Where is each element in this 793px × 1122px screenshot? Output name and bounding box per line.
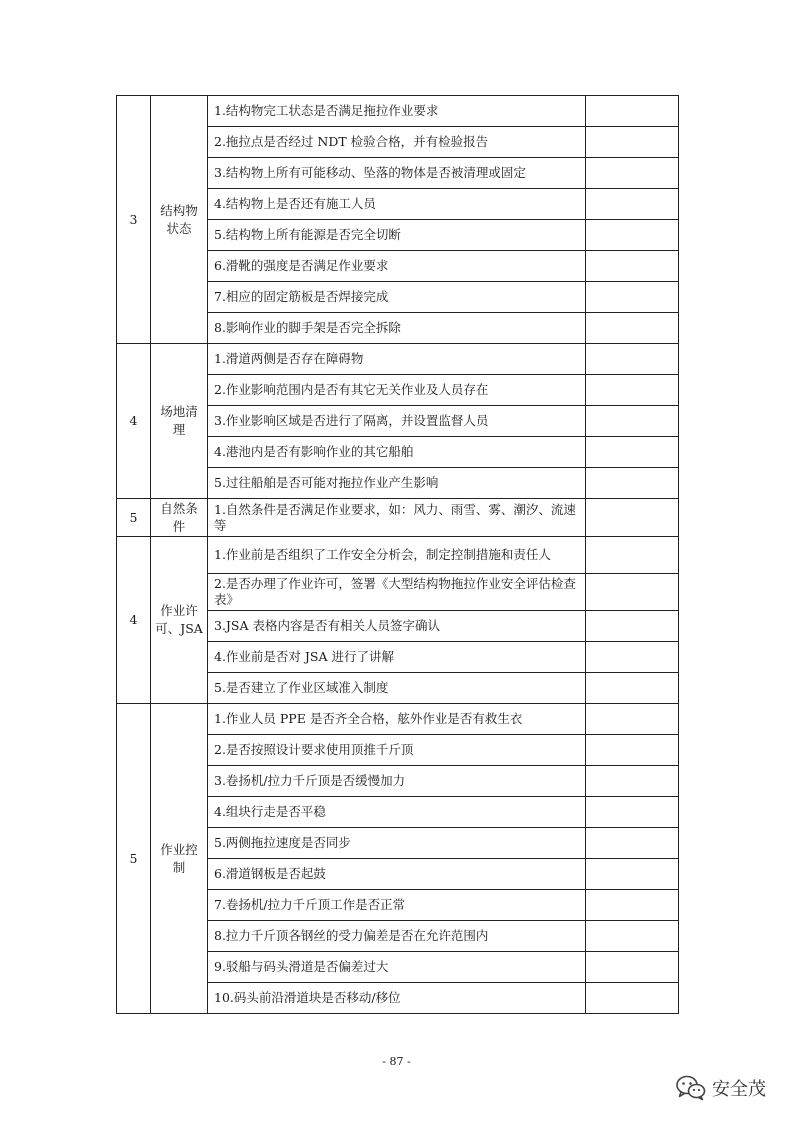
check-result-cell[interactable]: [586, 704, 679, 735]
checklist-item: 2.是否按照设计要求使用顶推千斤顶: [208, 735, 586, 766]
check-result-cell[interactable]: [586, 96, 679, 127]
check-result-cell[interactable]: [586, 189, 679, 220]
page-number: - 87 -: [382, 1055, 411, 1068]
checklist-item: 3.结构物上所有可能移动、坠落的物体是否被清理或固定: [208, 158, 586, 189]
checklist-row: [117, 499, 679, 537]
check-result-cell[interactable]: [586, 251, 679, 282]
checklist-item: 3.作业影响区域是否进行了隔离，并设置监督人员: [208, 406, 586, 437]
section-category: 场地清理: [151, 344, 208, 499]
checklist-item: 1.自然条件是否满足作业要求，如：风力、雨雪、雾、潮汐、流速等: [208, 499, 586, 537]
section-category: 结构物状态: [151, 96, 208, 344]
section-number: 4: [117, 344, 151, 499]
checklist-item: 1.滑道两侧是否存在障碍物: [208, 344, 586, 375]
section-number: 5: [117, 499, 151, 537]
check-result-cell[interactable]: [586, 127, 679, 158]
checklist-item: 2.拖拉点是否经过 NDT 检验合格，并有检验报告: [208, 127, 586, 158]
checklist-item: 5.两侧拖拉速度是否同步: [208, 828, 586, 859]
checklist-item: 1.结构物完工状态是否满足拖拉作业要求: [208, 96, 586, 127]
check-result-cell[interactable]: [586, 797, 679, 828]
checklist-item: 9.驳船与码头滑道是否偏差过大: [208, 952, 586, 983]
safety-checklist-table: [116, 95, 679, 1014]
watermark-text: 安全茂: [712, 1079, 766, 1100]
check-result-cell[interactable]: [586, 375, 679, 406]
check-result-cell[interactable]: [586, 220, 679, 251]
check-result-cell[interactable]: [586, 282, 679, 313]
check-result-cell[interactable]: [586, 574, 679, 611]
checklist-row: [117, 96, 679, 127]
check-result-cell[interactable]: [586, 766, 679, 797]
check-result-cell[interactable]: [586, 952, 679, 983]
check-result-cell[interactable]: [586, 673, 679, 704]
check-result-cell[interactable]: [586, 537, 679, 574]
checklist-item: 4.港池内是否有影响作业的其它船舶: [208, 437, 586, 468]
checklist-item: 7.卷扬机/拉力千斤顶工作是否正常: [208, 890, 586, 921]
check-result-cell[interactable]: [586, 921, 679, 952]
checklist-item: 1.作业人员 PPE 是否齐全合格，舷外作业是否有救生衣: [208, 704, 586, 735]
check-result-cell[interactable]: [586, 344, 679, 375]
checklist-row: [117, 537, 679, 574]
checklist-item: 7.相应的固定筋板是否焊接完成: [208, 282, 586, 313]
section-number: 5: [117, 704, 151, 1014]
check-result-cell[interactable]: [586, 983, 679, 1014]
check-result-cell[interactable]: [586, 611, 679, 642]
section-number: 4: [117, 537, 151, 704]
checklist-row: [117, 704, 679, 735]
check-result-cell[interactable]: [586, 158, 679, 189]
check-result-cell[interactable]: [586, 828, 679, 859]
checklist-item: 6.滑道钢板是否起鼓: [208, 859, 586, 890]
section-category: 作业控制: [151, 704, 208, 1014]
watermark: [676, 1074, 766, 1102]
check-result-cell[interactable]: [586, 406, 679, 437]
section-number: 3: [117, 96, 151, 344]
check-result-cell[interactable]: [586, 859, 679, 890]
check-result-cell[interactable]: [586, 642, 679, 673]
check-result-cell[interactable]: [586, 437, 679, 468]
check-result-cell[interactable]: [586, 468, 679, 499]
checklist-item: 10.码头前沿滑道块是否移动/移位: [208, 983, 586, 1014]
check-result-cell[interactable]: [586, 499, 679, 537]
check-result-cell[interactable]: [586, 735, 679, 766]
checklist-item: 4.组块行走是否平稳: [208, 797, 586, 828]
checklist-item: 3.卷扬机/拉力千斤顶是否缓慢加力: [208, 766, 586, 797]
checklist-item: 3.JSA 表格内容是否有相关人员签字确认: [208, 611, 586, 642]
checklist-item: 8.拉力千斤顶各钢丝的受力偏差是否在允许范围内: [208, 921, 586, 952]
checklist-item: 2.是否办理了作业许可，签署《大型结构物拖拉作业安全评估检查表》: [208, 574, 586, 611]
check-result-cell[interactable]: [586, 890, 679, 921]
checklist-item: 2.作业影响范围内是否有其它无关作业及人员存在: [208, 375, 586, 406]
checklist-item: 5.是否建立了作业区域准入制度: [208, 673, 586, 704]
checklist-item: 4.作业前是否对 JSA 进行了讲解: [208, 642, 586, 673]
checklist-row: [117, 344, 679, 375]
section-category: 作业许可、JSA: [151, 537, 208, 704]
check-result-cell[interactable]: [586, 313, 679, 344]
wechat-icon: [676, 1075, 706, 1101]
section-category: 自然条件: [151, 499, 208, 537]
checklist-item: 6.滑靴的强度是否满足作业要求: [208, 251, 586, 282]
checklist-item: 5.结构物上所有能源是否完全切断: [208, 220, 586, 251]
checklist-item: 4.结构物上是否还有施工人员: [208, 189, 586, 220]
checklist-item: 5.过往船舶是否可能对拖拉作业产生影响: [208, 468, 586, 499]
checklist-item: 8.影响作业的脚手架是否完全拆除: [208, 313, 586, 344]
checklist-item: 1.作业前是否组织了工作安全分析会，制定控制措施和责任人: [208, 537, 586, 574]
